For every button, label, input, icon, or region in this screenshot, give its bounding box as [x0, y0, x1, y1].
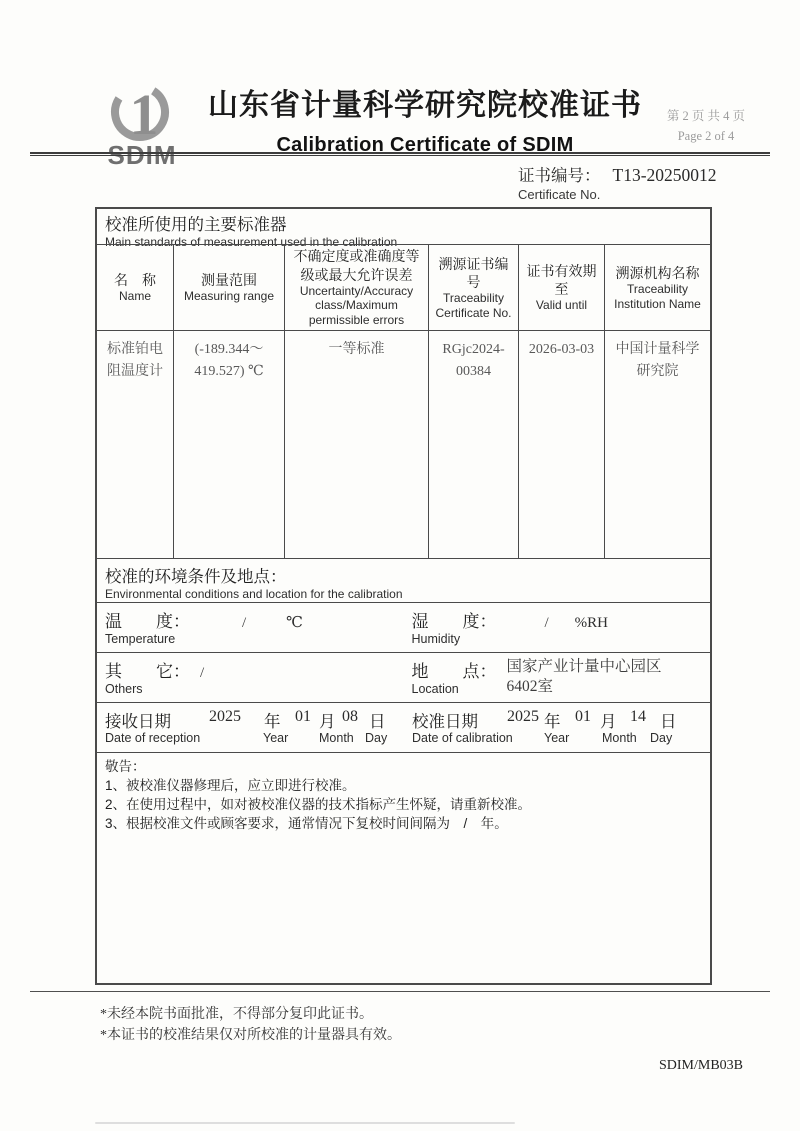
standards-section-title [97, 209, 710, 249]
svg-text:1: 1 [129, 82, 159, 147]
month-unit-en: Month [319, 730, 354, 745]
humidity-unit: %RH [574, 614, 609, 631]
month-unit-cn: 月 [319, 712, 336, 731]
reception-date-label-cn: 接收日期 [105, 712, 171, 731]
sdim-logo [84, 74, 200, 171]
day-unit-en: Day [650, 730, 673, 745]
column-header-traceability-cert-no: 溯源证书编号 Traceability Certificate No. [429, 245, 519, 330]
standards-table-row [97, 330, 710, 558]
location-label-en: Location [411, 681, 459, 696]
notice-section [97, 752, 710, 984]
footer-footnotes [100, 1004, 401, 1046]
calibration-year-value: 2025 [507, 707, 539, 725]
standards-table-header [97, 244, 710, 330]
year-unit-en: Year [544, 730, 570, 745]
reception-day-value: 08 [342, 707, 358, 725]
certificate-body-table [95, 207, 712, 985]
measuring-range-cell: (-189.344～419.527) ℃ [174, 331, 285, 558]
month-unit-en: Month [602, 730, 637, 745]
certificate-number-value: T13-20250012 [612, 165, 717, 185]
scan-artifact-line [95, 1122, 515, 1124]
title-english: Calibration Certificate of SDIM [276, 134, 574, 156]
environment-section-title [97, 558, 710, 602]
standard-name-cell: 标准铂电阻温度计 [97, 331, 174, 558]
standards-title-en: Main standards of measurement used in the calibration [105, 235, 398, 249]
temperature-humidity-row [97, 602, 710, 652]
location-label-cn: 地 点： [411, 661, 497, 681]
notice-item: 1、被校准仪器修理后，应立即进行校准。 [105, 777, 356, 793]
humidity-label-cn: 湿 度： [411, 611, 497, 631]
location-value-line2: 6402室 [506, 678, 554, 696]
temperature-value: / [242, 614, 247, 631]
day-unit-cn: 日 [660, 712, 677, 731]
others-label-cn: 其 它： [105, 661, 190, 681]
location-field [404, 653, 711, 702]
traceability-cert-no-cell: RGjc2024-00384 [429, 331, 519, 558]
calibration-date-label-cn: 校准日期 [412, 712, 478, 731]
certificate-number-label-en: Certificate No. [518, 187, 601, 202]
form-code: SDIM/MB03B [658, 1058, 743, 1073]
dates-row [97, 702, 710, 752]
temperature-unit: ℃ [286, 614, 303, 631]
column-header-measuring-range: 测量范围 Measuring range [174, 245, 285, 330]
year-unit-cn: 年 [544, 712, 561, 731]
others-value: / [200, 664, 205, 681]
certificate-number-label-cn: 证书编号： [518, 166, 601, 185]
others-location-row [97, 652, 710, 702]
page-indicator-cn: 第 2 页 共 4 页 [666, 109, 746, 123]
calibration-day-value: 14 [630, 707, 646, 725]
reception-month-value: 01 [295, 707, 311, 725]
header-divider-rule [30, 152, 770, 156]
logo-text: SDIM [107, 140, 177, 170]
others-label-en: Others [105, 681, 143, 696]
notice-item: 3、根据校准文件或顾客要求，通常情况下复校时间间隔为 / 年。 [105, 815, 508, 831]
accuracy-class-cell: 一等标准 [285, 331, 429, 558]
reception-year-value: 2025 [209, 707, 241, 725]
standards-title-cn: 校准所使用的主要标准器 [105, 216, 287, 234]
environment-title-cn: 校准的环境条件及地点： [105, 567, 287, 586]
temperature-field [97, 603, 404, 652]
valid-until-cell: 2026-03-03 [519, 331, 605, 558]
day-unit-en: Day [365, 730, 388, 745]
others-field [97, 653, 404, 702]
sdim-one-circle-icon [104, 74, 180, 150]
calibration-month-value: 01 [575, 707, 591, 725]
year-unit-cn: 年 [264, 712, 281, 731]
reception-date-label-en: Date of reception [105, 730, 201, 745]
notice-item: 2、在使用过程中，如对被校准仪器的技术指标产生怀疑，请重新校准。 [105, 796, 532, 812]
month-unit-cn: 月 [600, 712, 617, 731]
document-title [195, 80, 655, 157]
year-unit-en: Year [263, 730, 289, 745]
institution-cell: 中国计量科学研究院 [615, 342, 700, 379]
footnote: *本证书的校准结果仅对所校准的计量器具有效。 [100, 1028, 401, 1043]
page-indicator-en: Page 2 of 4 [677, 129, 735, 143]
title-chinese: 山东省计量科学研究院校准证书 [208, 89, 642, 122]
temperature-label-en: Temperature [105, 631, 176, 646]
page-indicator [636, 106, 776, 146]
certificate-number [518, 162, 717, 202]
footnote: *未经本院书面批准，不得部分复印此证书。 [100, 1007, 373, 1022]
humidity-value: / [544, 614, 549, 631]
day-unit-cn: 日 [369, 712, 386, 731]
humidity-field [404, 603, 711, 652]
temperature-label-cn: 温 度： [105, 611, 190, 631]
column-header-traceability-institution: 溯源机构名称 Traceability Institution Name [614, 264, 701, 311]
calibration-date-label-en: Date of calibration [412, 730, 513, 745]
humidity-label-en: Humidity [411, 631, 461, 646]
column-header-uncertainty: 不确定度或准确度等级或最大允许误差 Uncertainty/Accuracy class/Maximum permissible errors [285, 245, 429, 330]
location-value [507, 657, 662, 699]
environment-title-en: Environmental conditions and location for the calibration [105, 586, 403, 601]
notice-title: 敬告： [105, 758, 146, 774]
footer-divider-rule [30, 991, 770, 992]
location-value-line1: 国家产业计量中心园区 [506, 657, 662, 675]
column-header-name: 名 称 Name [97, 245, 174, 330]
column-header-valid-until: 证书有效期至 Valid until [519, 245, 605, 330]
